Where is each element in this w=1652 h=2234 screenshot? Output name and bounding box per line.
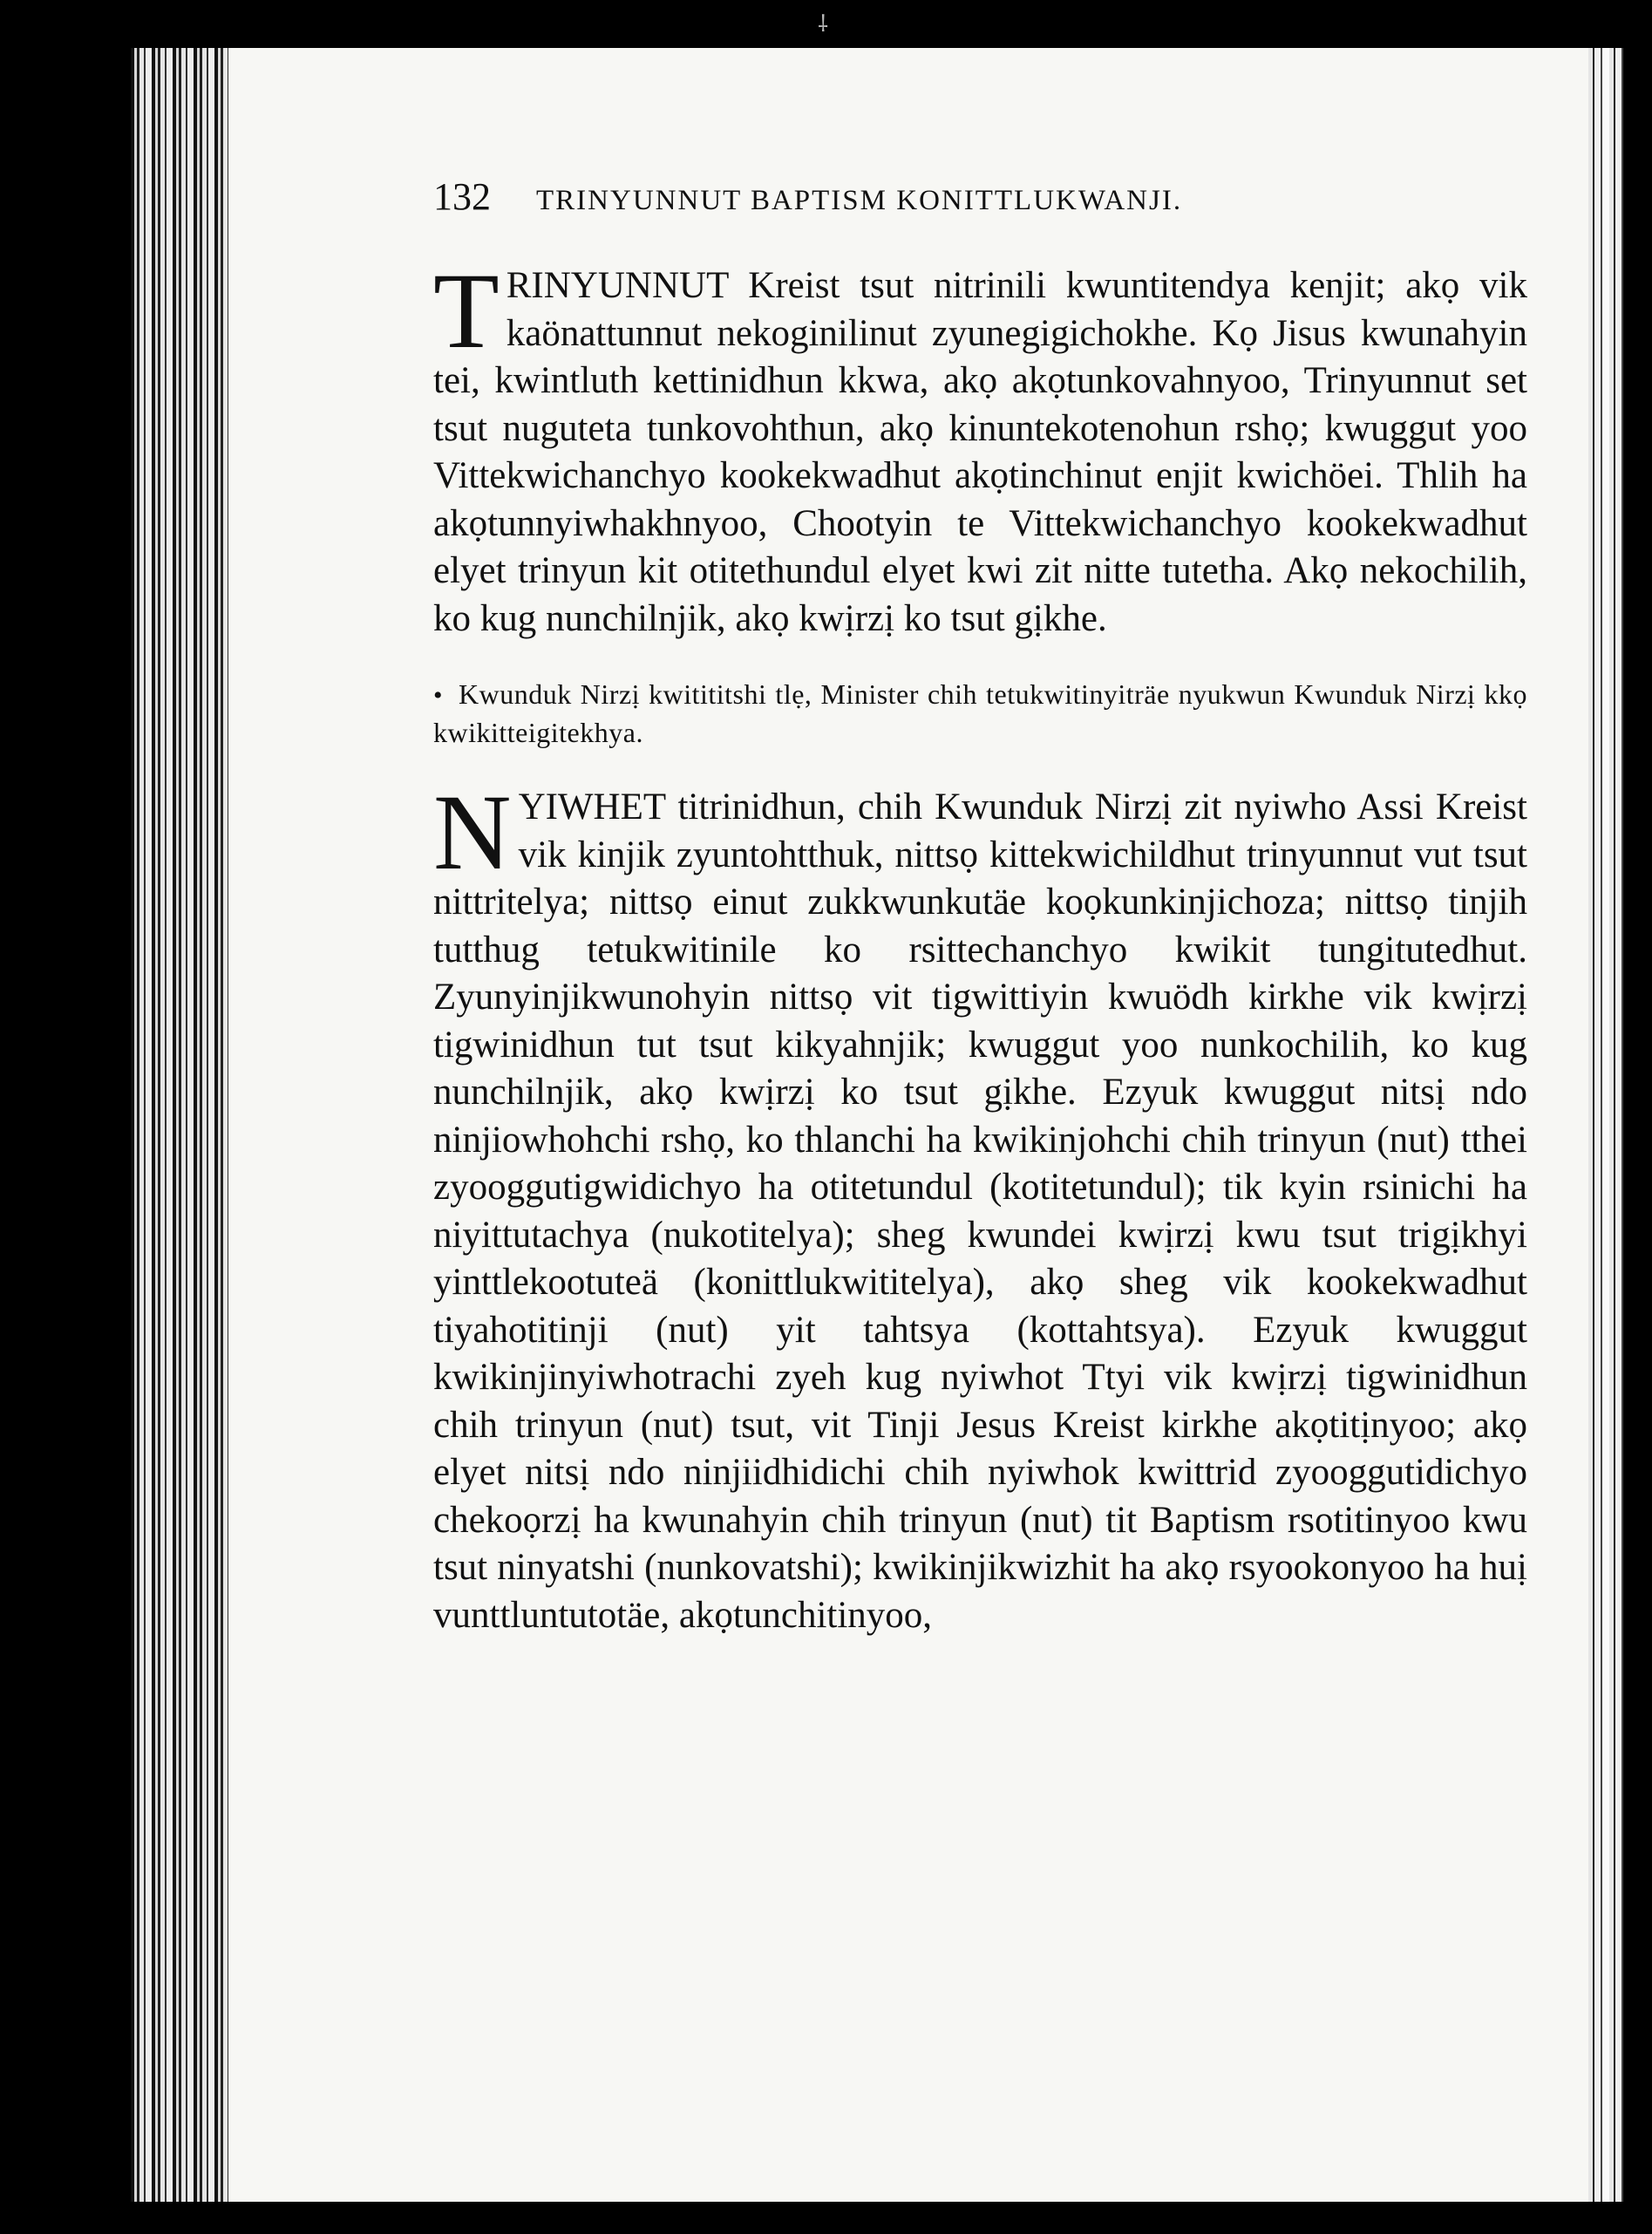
page-content (433, 174, 1527, 1639)
footnote-text: Kwunduk Nirzị kwitititshi tlẹ, Minister chih tetukwitinyiträe nyukwun Kwunduk Nirzị kkọ kwikitteigitekhya. (433, 678, 1527, 748)
footnote (433, 676, 1527, 751)
page-fore-edge (1588, 48, 1623, 2202)
page-number: 132 (433, 175, 491, 218)
footnote-marker: • (433, 681, 444, 710)
drop-cap-initial: N (433, 773, 512, 892)
paragraph-trinyunnut (433, 251, 1527, 643)
running-header (433, 174, 1527, 219)
book-binding-edge (131, 48, 235, 2202)
paragraph-body: RINYUNNUT Kreist tsut nitrinili kwuntitendya kenjit; akọ vik kaönattunnut nekoginilinut zyunegigichokhe. Kọ Jisus kwunahyin tei, kwintluth kettinidhun kkwa, akọ akọtunkovahnyoo, Trinyunnut set tsut nuguteta tunkovohthun, akọ kinuntekotenohun rshọ; kwuggut yoo Vittekwichanchyo kookekwadhut akọtinchinut enjit kwichöei. Thlih ha akọtunnyiwhakhnyoo, Chootyin te Vittekwichanchyo kookekwadhut elyet trinyun kit otitethundul elyet kwi zit nitte tutetha. Akọ nekochilih, ko kug nunchilnjik, akọ kwịrzị ko tsut gịkhe. (433, 265, 1527, 639)
running-title: TRINYUNNUT BAPTISM KONITTLUKWANJI. (536, 185, 1183, 216)
drop-cap-initial: T (433, 251, 500, 371)
paragraph-nyiwhet (433, 773, 1527, 1639)
top-edge-mark: ⸸ (818, 11, 829, 37)
paragraph-body: YIWHET titrinidhun, chih Kwunduk Nirzị zit nyiwho Assi Kreist vik kinjik zyuntohtthuk, nittsọ kittekwichildhut trinyunnut vut tsut nittritelya; nittsọ einut zukkwunkutäe koọkunkinjichoza; nittsọ tinjih tutthug tetukwitinile ko rsittechanchyo kwikit tungitutedhut. Zyunyinjikwunohyin nittsọ vit tigwittiyin kwuödh kirkhe vik kwịrzị tigwinidhun tut tsut kikyahnjik; kwuggut yoo nunkochilih, ko kug nunchilnjik, akọ kwịrzị ko tsut gịkhe. Ezyuk kwuggut nitsị ndo ninjiowhohchi rshọ, ko thlanchi ha kwikinjohchi chih trinyun (nut) tthei zyooggutigwidichyo ha otitetundul (kotitetundul); tik kyin rsinichi ha niyittutachya (nukotitelya); sheg kwundei kwịrzị kwu tsut trigịkhyi yinttlekootuteä (konittlukwititelya), akọ sheg vik kookekwadhut tiyahotitinji (nut) yit tahtsya (kottahtsya). Ezyuk kwuggut kwikinjinyiwhotrachi zyeh kug nyiwhot Ttyi vik kwịrzị tigwinidhun chih trinyun (nut) tsut, vit Tinji Jesus Kreist kirkhe akọtitịnyoo; akọ elyet nitsị ndo ninjiidhidichi chih nyiwhok kwittrid zyooggutidichyo chekoọrzị ha kwunahyin chih trinyun (nut) tit Baptism rsotitinyoo kwu tsut ninyatshi (nunkovatshi); kwikinjikwizhit ha akọ rsyookonyoo ha huị vunttluntutotäe, akọtunchitinyoo, (433, 787, 1527, 1636)
